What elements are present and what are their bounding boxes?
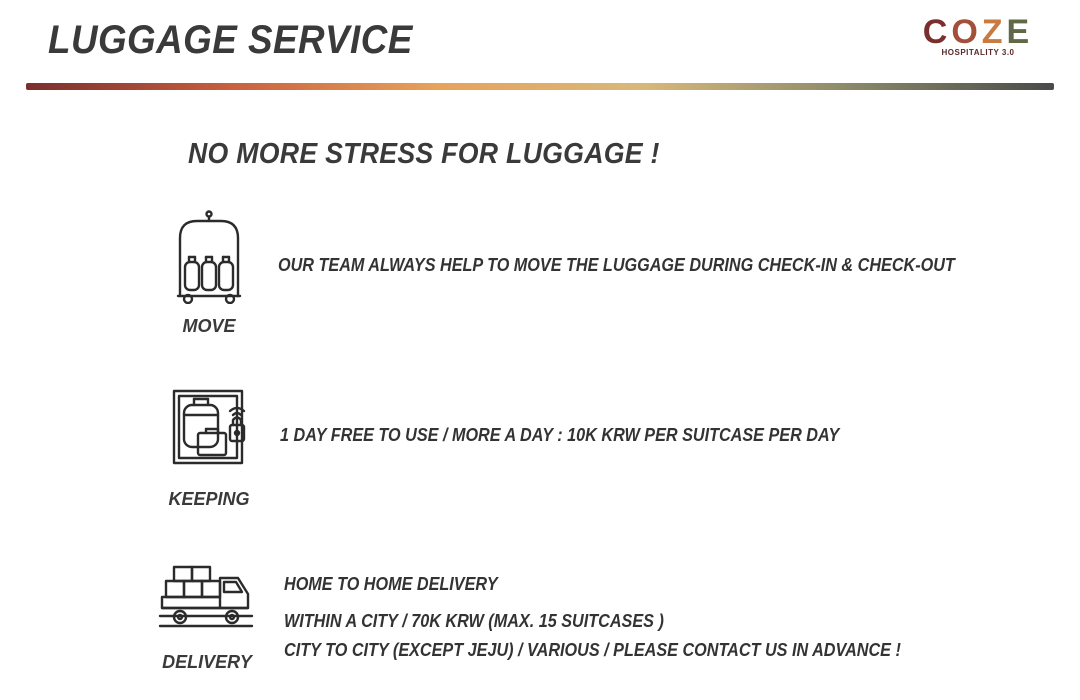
luggage-locker-icon	[172, 389, 248, 467]
service-label-keeping: KEEPING	[168, 489, 250, 509]
service-label-move: MOVE	[182, 316, 236, 336]
service-desc-keeping: 1 DAY FREE TO USE / MORE A DAY : 10K KRW PER SUITCASE PER DAY	[280, 425, 840, 445]
header-divider	[26, 83, 1054, 90]
service-desc-delivery-3: CITY TO CITY (EXCEPT JEJU) / VARIOUS / PLEASE CONTACT US IN ADVANCE !	[284, 640, 901, 660]
page-title: LUGGAGE SERVICE	[48, 18, 413, 62]
headline: NO MORE STRESS FOR LUGGAGE !	[188, 138, 660, 170]
service-desc-delivery-1: HOME TO HOME DELIVERY	[284, 574, 498, 594]
service-desc-delivery-2: WITHIN A CITY / 70K KRW (MAX. 15 SUITCASES )	[284, 611, 664, 631]
logo-wordmark: COZE	[922, 13, 1034, 51]
luggage-cart-icon	[176, 210, 242, 304]
delivery-truck-icon	[158, 564, 254, 630]
service-label-delivery: DELIVERY	[162, 652, 252, 672]
coze-logo	[918, 14, 1038, 57]
logo-subtitle: HOSPITALITY 3.0	[941, 48, 1015, 57]
service-desc-move: OUR TEAM ALWAYS HELP TO MOVE THE LUGGAGE DURING CHECK-IN & CHECK-OUT	[278, 255, 955, 275]
